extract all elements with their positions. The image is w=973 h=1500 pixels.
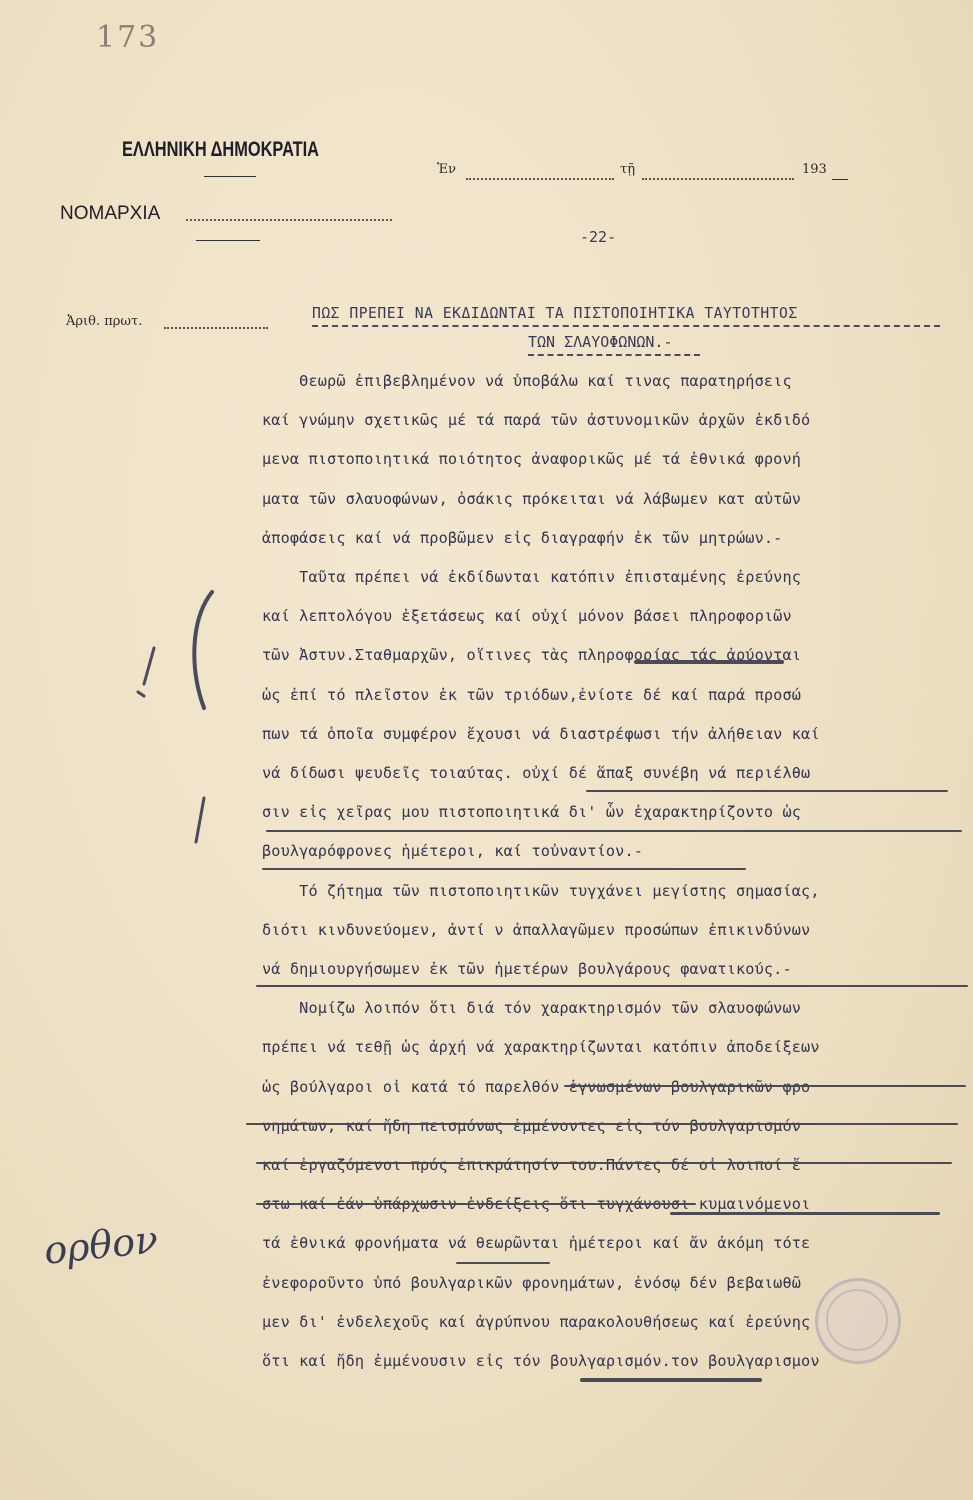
body-line: νά δημιουργήσωμεν ἐκ τῶν ἡμετέρων βουλγάρους φανατικούς.- <box>262 960 792 978</box>
body-line: καί λεπτολόγου ἐξετάσεως καί οὐχί μόνον βάσει πληροφοριῶν <box>262 607 792 626</box>
ink-underline <box>564 1085 966 1087</box>
body-line: ὅτι καί ἤδη ἐμμένουσιν εἰς τόν βουλγαρισμόν.τον βουλγαρισμον <box>262 1352 820 1370</box>
body-line: Νομίζω λοιπόν ὅτι διά τόν χαρακτηρισμόν τῶν σλαυοφώνων <box>262 999 802 1018</box>
body-line: βουλγαρόφρονες ἡμέτεροι, καί τοὐναντίον.- <box>262 842 644 861</box>
ink-strikethrough <box>634 660 784 664</box>
title-underline-2 <box>528 354 700 356</box>
ink-underline <box>262 868 746 870</box>
body-line: ἀποφάσεις καί νά προβῶμεν εἰς διαγραφήν ἐκ τῶν μητρώων.- <box>262 528 783 547</box>
ink-underline <box>246 1123 958 1125</box>
body-line: τά ἐθνικά φρονήματα νά θεωρῶνται ἡμέτεροι καί ἄν ἀκόμη τότε <box>262 1234 811 1253</box>
page-number: 173 <box>96 20 160 55</box>
place-field-line <box>466 178 614 180</box>
ink-underline <box>256 1203 696 1205</box>
body-line: διότι κινδυνεύομεν, ἀντί ν ἀπαλλαγῶμεν προσώπων ἐπικινδύνων <box>262 920 811 939</box>
heading-rule <box>204 176 256 177</box>
body-line: Θεωρῶ ἐπιβεβλημένον νά ὑποβάλω καί τινας παρατηρήσεις <box>262 372 792 390</box>
ink-strikethrough <box>670 1212 940 1215</box>
body-line: στω καί ἐάν ὑπάρχωσιν ἐνδείξεις ὅτι τυγχάνουσι κυμαινόμενοι <box>262 1195 811 1214</box>
organization-heading: ΕΛΛΗΝΙΚΗ ΔΗΜΟΚΡΑΤΙΑ <box>122 138 319 161</box>
body-line: Τό ζήτημα τῶν πιστοποιητικῶν τυγχάνει μεγίστης σημασίας, <box>262 881 820 900</box>
page-mark: -22- <box>580 228 617 246</box>
prefecture-label: ΝΟΜΑΡΧΙΑ <box>60 203 161 224</box>
body-line: Ταῦτα πρέπει νά ἐκδίδωνται κατόπιν ἐπισταμένης ἐρεύνης <box>262 568 802 586</box>
body-line: ὡς ἐπί τό πλεῖστον ἐκ τῶν τριόδων,ἐνίοτε δέ καί παρά προσώ <box>262 685 802 704</box>
body-line: καί ἐργαζόμενοι πρός ἐπικράτησίν του.Πάντες δέ οἱ λοιποί ἔ <box>262 1156 802 1174</box>
body-line: πων τά ὁποῖα συμφέρον ἔχουσι νά διαστρέφωσι τήν ἀλήθειαν καί <box>262 724 820 743</box>
body-line: καί γνώμην σχετικῶς μέ τά παρά τῶν ἀστυνομικῶν ἀρχῶν ἐκδιδό <box>262 411 811 430</box>
ref-field-line <box>164 327 268 329</box>
archive-stamp <box>815 1278 901 1364</box>
body-line: μενα πιστοποιητικά ποιότητος ἀναφορικῶς μέ τά ἐθνικά φρονή <box>262 450 802 469</box>
margin-handwritten-note: ορθον <box>42 1217 161 1273</box>
body-line: τῶν Ἀστυν.Σταθμαρχῶν, οἵτινες τὰς πληροφορίας τάς ἀρύονται <box>262 646 802 665</box>
prefecture-rule <box>196 240 260 241</box>
ink-underline <box>256 985 968 987</box>
margin-bracket-marks <box>120 580 230 900</box>
body-line: πρέπει νά τεθῇ ὡς ἀρχή νά χαρακτηρίζωνται κατόπιν ἀποδείξεων <box>262 1038 820 1057</box>
body-line: ματα τῶν σλαυοφώνων, ὁσάκις πρόκειται νά λάβωμεν κατ αὐτῶν <box>262 489 802 508</box>
prefecture-field-line <box>186 219 392 221</box>
body-line: νημάτων, καί ἤδη πεισμόνως ἐμμένοντες εἰς τόν βουλγαρισμόν <box>262 1116 802 1135</box>
document-title: ΠΩΣ ΠΡΕΠΕΙ ΝΑ ΕΚΔΙΔΩΝΤΑΙ ΤΑ ΠΙΣΤΟΠΟΙΗΤΙΚΑ ΤΑΥΤΟΤΗΤΟΣ <box>312 304 798 322</box>
body-line: σιν εἰς χεῖρας μου πιστοποιητικά δι' ὧν ἐχαρακτηρίζοντο ὡς <box>262 803 802 822</box>
year-label: 193 <box>802 162 827 177</box>
ink-strikethrough <box>580 1378 762 1382</box>
date-label: τῇ <box>620 162 635 177</box>
body-line: μεν δι' ἐνδελεχοῦς καί ἀγρύπνου παρακολουθήσεως καί ἐρεύνης <box>262 1312 811 1331</box>
date-field-line <box>642 178 794 180</box>
document-title-continued: ΤΩΝ ΣΛΑΥΟΦΩΝΩΝ.- <box>528 333 673 351</box>
ink-underline <box>586 790 948 792</box>
place-label: Ἐν <box>437 162 456 177</box>
year-field-line <box>832 179 848 180</box>
body-line: ἐνεφοροῦντο ὑπό βουλγαρικῶν φρονημάτων, ἐνόσῳ δέν βεβαιωθῶ <box>262 1273 802 1292</box>
ink-underline <box>256 1162 952 1164</box>
body-line: νά δίδωσι ψευδεῖς τοιαύτας. οὐχί δέ ἅπαξ συνέβη νά περιέλθω <box>262 764 811 782</box>
ink-underline <box>266 830 962 832</box>
ref-label: Ἀριθ. πρωτ. <box>66 314 143 329</box>
body-line: ὡς βούλγαροι οἱ κατά τό παρελθόν ἐγνωσμένων βουλγαρικῶν φρο <box>262 1077 811 1096</box>
ink-underline <box>456 1262 550 1264</box>
title-underline <box>312 325 940 327</box>
